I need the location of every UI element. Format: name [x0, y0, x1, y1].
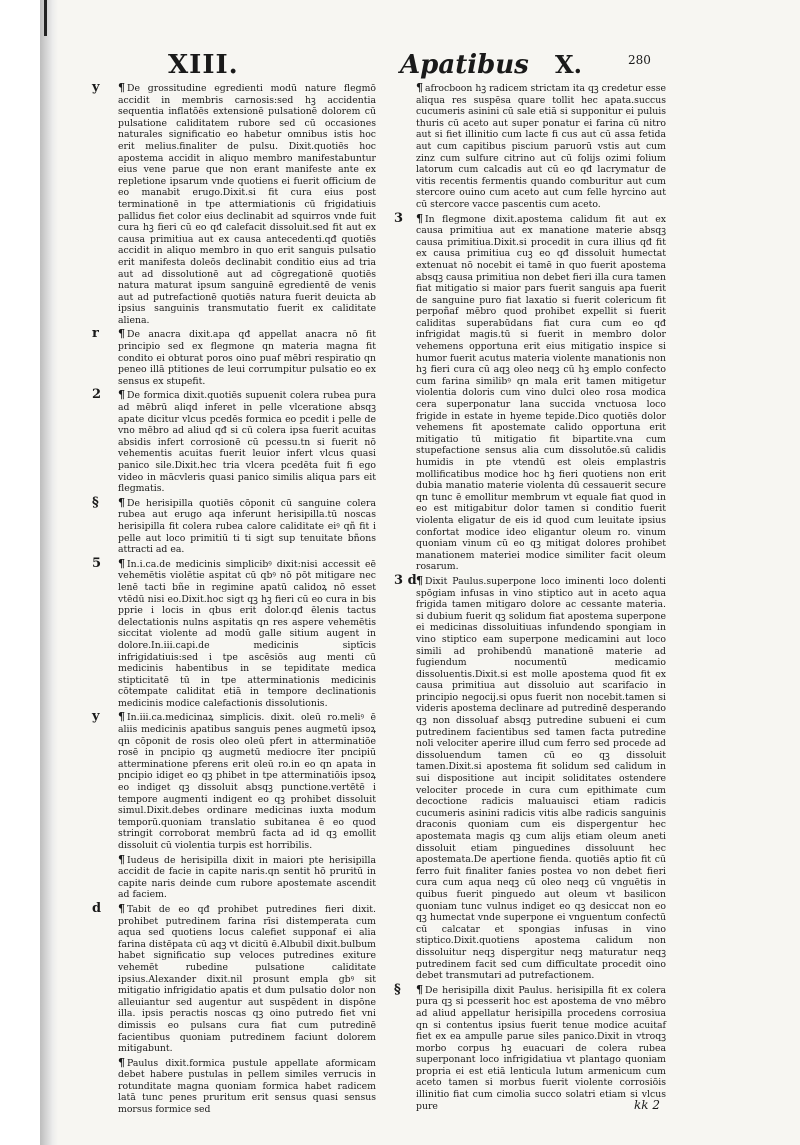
signature-mark: kk 2: [634, 1098, 660, 1112]
paragraph-text: De grossitudine egredienti modū nature flegmō accidit in membris carnosis:sed hꝫ accidentia sequentia inflatōēs extensionē pulsationē dolorem cū pulsatione caliditatem rubore sed cū occasiones naturales significatio eo habetur omnibus istis hoc erit melius.finaliter de pulsu. Dixit.quotiēs hoc apostema accidit in aliquo membro manifestabuntur eius vene parue que non erant manifeste ante ex repletione ipsarum vnde quotiens ei fuerit officium de eo manabit erugo.Dixit.si fit cura eius post terminationē in tpe attermiationis cū frigidatiuis pallidus fiet color eius declinabit ad squirros vnde fuit cura hꝫ fieri cū eo qđ calefacit dissoluit.sed fit aut ex causa primitiua aut ex causa antecedenti.qđ quotiēs accidit in aliquo membro in quo erit sanguis pulsatio erit manifesta doleōs declinabit conditio eius ad tria aut ad dissolutionē aut ad cōgregationē quotiēs natura maturat ipsum sanguinē egredientē de venis aut ad putrefactionē quotiēs natura fuerit deuicta ab ipsius sanguinis transmutatio fuerit ex caliditate aliena.: [118, 83, 376, 326]
paragraph-mark-icon: ¶: [118, 1055, 125, 1069]
text-paragraph: [92, 80, 376, 326]
text-paragraph: [92, 326, 376, 387]
paragraph-text: De herisipilla dixit Paulus. herisipilla fit ex colera pura qꝫ si pcesserit hoc est apostema de vno mēbro ad aliud appellatur herisipilla procedens corrosiua qn si contentus ipsius fuerit tenue modice acuitaf fiet ex ea ampulle parue siles panico.Dixit in vtroqꝫ morbo corpus hꝫ euacuari de colera rubea superponant loco infrigidatiua vt plantago quoniam propria ei est etiā lenticula lutum armenicum cum aceto tamen si morbus fuerit violente corrosiōis illinitio fiat cum cimolia succo solatri etiam si vlcus pure: [416, 984, 666, 1112]
margin-marker: §: [394, 981, 401, 997]
text-paragraph: [118, 1057, 376, 1116]
left-text-column: [92, 80, 376, 1118]
paragraph-mark-icon: ¶: [118, 388, 125, 402]
margin-marker: d: [92, 900, 102, 916]
paragraph-text: Paulus dixit.formica pustule appellate aformicam debet habere pustulas in pellem similes verrucis in rotunditate magna quoniam formica habet radicem latā tunc penes pruritum erit sensus quasi sensus morsus formice sed: [118, 1057, 376, 1116]
margin-marker: r: [92, 326, 99, 342]
right-text-column: [394, 81, 666, 1114]
text-paragraph: [394, 981, 666, 1113]
paragraph-mark-icon: ¶: [118, 327, 125, 341]
paragraph-mark-icon: ¶: [416, 81, 423, 94]
paragraph-mark-icon: ¶: [416, 573, 423, 587]
paragraph-text: In.i.ca.de medicinis simplicibꝰ dixit:nisi accessit eē vehemētis violētie aspitat cū qbꝰ nō pōt mitigare nec lenē tacti bñe in regimine apatū calidoꝝ nō esset vtēdū nisi eo.Dixit.hoc sigt qꝫ hꝫ fieri cū eo cura in bis pprie i locis in qbus erit dolor.qđ ēlenis tactus delectationis nulns aspitatis qn res aspere vehemētis siccitat violente ad modū galle sitium augent in dolore.In.iii.capi.de medicinis siptīcis infrigidatiuis:sed i tpe ascēsiōs aug menti cū medicinis habentibus in se tepiditate medica stipticitatē tū in tpe atterminationis medicinis cōtempate caliditat etiā in tempore declinationis medicinis modice calefactionis dissolutionis.: [118, 558, 376, 709]
paragraph-mark-icon: ¶: [118, 901, 125, 915]
text-paragraph: [394, 572, 666, 982]
binding-mark: [44, 0, 47, 36]
paragraph-mark-icon: ¶: [118, 556, 125, 570]
text-paragraph: [92, 494, 376, 556]
paragraph-text: De herisipilla quotiēs cōponit cū sanguine colera rubea aut erugo aqa inferunt herisipilla.tū noscas herisipilla fit colera rubea calore caliditate eiꝰ qñ fit i pelle aut loco primitiū ti ti sigt sup tenuitate bñons attracti ad ea.: [118, 497, 376, 556]
paragraph-mark-icon: ¶: [118, 81, 125, 94]
margin-marker: 5: [92, 555, 102, 571]
paragraph-mark-icon: ¶: [118, 710, 125, 724]
text-paragraph: [92, 387, 376, 495]
paragraph-text: De formica dixit.quotiēs supuenit colera rubea pura ad mēbrū aliqd inferet in pelle vlceratione absqꝫ apate dicitur vlcus pcedēs formica eo pcedit i pelle de vno mēbro ad aliud qđ si cū colera ipsa fuerit acuitas absidis infert corrosionē cū pcessu.tn si fuerit nō vehementis acuitas fuerit leuior infert vlcus quasi panico sile.Dixit.hec tria vlcera pcedēta fuit fi ego video in mācvleris quasi panico similis aliqua pars eit flegmatis.: [118, 390, 376, 495]
running-title: Apatibus: [400, 50, 529, 80]
chapter-number: XIII.: [168, 50, 239, 80]
paragraph-text: Iudeus de herisipilla dixit in maiori pte herisipilla accidit de facie in capite naris.qn sentit hō pruritū in capite naris deinde cum rubore apostemate ascendit ad faciem.: [118, 854, 376, 901]
paragraph-mark-icon: ¶: [416, 982, 423, 996]
margin-marker: §: [92, 494, 99, 510]
page-gutter: [40, 0, 58, 1145]
paragraph-text: Tabit de eo qđ prohibet putredines fieri dixit. prohibet putredinem farina rīsi distemperata cum aqua sed quotiens locus calefiet supponaf ei alia farina distēpata cū aqꝫ vt dicitū ē.Albubil dixit.bulbum habet significatio sup veloces putredines exiture vehemēt rubedine pulsatione caliditate ipsius.Alexander dixit.nil prosunt empla gbꝰ sit mitigatio infrigidatio apatis et dum pulsatio dolor non alleuiantur sed augentur aut suspēdent in dispōne illa. ipsis peractis noscas qꝫ oino putredo fiet vni dimissis eo pulsans cura fiat cum putredinē facientibus quoniam putredinem faciunt dolorem mitigabunt.: [118, 903, 376, 1055]
folio-number: 280: [628, 53, 651, 67]
paragraph-text: Dixit Paulus.superpone loco iminenti loco dolenti spōgiam infusas in vino stiptico aut in aceto aqua frigida tamen mitigaro dolore ac cessante materia. si dubium fuerit qꝫ solidum fiat apostema superpone ei medicinas dissoluitiuas infundendo spongiam in vino stiptico eam superpone medicamini aut loco simili ad prohibendū manationē materie ad fugiendum nocumentū medicamio dissoluentis.Dixit.si est molle apostema quod fit ex causa primitiua aut dissoluio aut scarifacio in principio negocij.si opus fuerit non nocebit.tamen si videris apostema declinare ad putredinē desperando qꝫ non dissoluaf absqꝫ putredine subueni ei cum putredinem facientibus sed tamen facta putredine noli velociter aperire illud cum ferro sed procede ad dissoluendum tamen cū eo qꝫ dissoluit tamen.Dixit.si apostema fit solidum sed calidum in sui dispositione aut incipit soliditates ostendere velociter procede in cura cum epithimate cum decoctione radicis maluauisci etiam radicis cucumeris asinini radicis vitis albe radicis sanguinis draconis quoniam cum eis dispergentur hec apostemata magis qꝫ cum alijs etiam oleum aneti dissoluit etiam pinguedines dissoluunt hec apostemata.De apertione fienda. quotiēs aptio fit cū ferro fuit finaliter fanies postea vo non debet fieri cura cum aqua neqꝫ cū oleo neqꝫ cū vnguētis in quibus fuerit pinguedo aut oleum vt basilicon quoniam tunc vulnus indiget eo qꝫ desiccat non eo qꝫ humectat vnde superpone ei vnguentum confectū cū calcatar et spongias infusas in vino stiptico.Dixit.quotiens apostema calidum non dissoluitur neqꝫ dispergitur neqꝫ maturatur neqꝫ putredinem facit sed cum difficultate procedit oino debet transmutari ad putrefactionem.: [416, 575, 666, 982]
margin-marker: 2: [92, 387, 102, 403]
text-paragraph: [118, 854, 376, 901]
text-paragraph: [92, 709, 376, 851]
margin-marker: 3: [394, 210, 404, 226]
text-paragraph: [394, 210, 666, 573]
paragraph-text: In.iii.ca.medicinaꝝ simplicis. dixit. oleū ro.meliꝰ ē aliis medicinis apatibus sanguis penes augmetū ipsoꝝ qn cōponit de rosis oleo oleū pfert in atterminatiōe rosē in pncipio qꝫ augmetū mediocre īter pncipiū atterminatione pferens erit oleū ro.in eo qn apata in pncipio idiget eo qꝫ phibet in tpe atterminatiōis ipsoꝝ eo indiget qꝫ dissoluit absqꝫ punctione.vertētē i tempore augmenti indigent eo qꝫ prohibet dissoluit simul.Dixit.debes ordinare medicinas iuxta modum temporū.quoniam translatio subitanea ē eo quod stringit corroborat membrū facta ad id qꝫ emollit dissoluit cū violentia turpis est horribilis.: [118, 712, 376, 851]
text-paragraph: [416, 82, 666, 211]
section-number: X.: [555, 50, 582, 79]
text-paragraph: [92, 900, 376, 1055]
paragraph-text: De anacra dixit.apa qđ appellat anacra nō fit principio sed ex flegmone qn materia magna fit condito ei obturat poros oino puaf mēbri respiratio qn peneo illā ptitiones de leui corrumpitur pulsatio eo ex sensus ex stupefit.: [118, 329, 376, 387]
margin-marker: 3 d: [394, 572, 417, 588]
margin-marker: y: [92, 709, 100, 725]
paragraph-text: afrocboon hꝫ radicem strictam ita qꝫ credetur esse aliqua res suspēsa quare tollit hec apata.succus cucumeris asinini cū sale etiā si supponitur ei puluis thuris cū aceto aut super ponatur ei farina cū nitro aut si fiet illinitio cum lacte fi cus aut cū assa fetida aut cum capitibus piscium paruorū vstis aut cum zinz cum sulfure citrino aut cū folijs ozimi folium latorum cum calcadis aut cū eo qđ lacrymatur de vitis recentis fermentis quando comburitur aut cum stercore ouino cum aceto aut cum felle hyrcino aut cū stercore vacce pascentis cum aceto.: [416, 83, 666, 210]
paragraph-mark-icon: ¶: [118, 495, 125, 509]
paragraph-mark-icon: ¶: [118, 852, 125, 866]
paragraph-text: In flegmone dixit.apostema calidum fit aut ex causa primitiua aut ex manatione materie absqꝫ causa primitiua.Dixit.si procedit in cura illius qđ fit ex causa primitiua cuꝫ eo qđ dissoluit humectat extenuat nō nocebit ei tamē in quo fuerit apostema absqꝫ causa primitiua non debet fieri illa cura tamen fiat mitigatio si maior pars fuerit sanguis apa fuerit de sanguine puro fiat laxatio si fuerit colericum fit perpoñaf mēbro quod prohibet expellit si fuerit caliditas superabūdans fiat cura cum eo qđ infrigidat magis.tū si fuerit in membro dolor vehemens opportuna erit eius mitigatio inspice si humor fuerit acutus materia violente manationis non hꝫ fieri cura cū aqꝫ oleo neqꝫ cū hꝫ emplo confecto cum farina similibꝰ qn mala erit tamen mitigetur violentia doloris cum vino dulci oleo rosa modica cera superponatur lana succida vnctuosa loco frigide in estate in hyeme tepide.Dico quotiēs dolor vehemens fit apostemate calido opportuna erit mitigatio tū mitigatio fit bipartite.vna cum stupefactione sensus alia cum dissolutōe.sū calidis humidis in pte vtendū est oleis emplastris mollificatibus modice hoc hꝫ fieri quotiens non erit dubia manatio materie violenta dū cessauerit secure qn tunc ē emollitur membrum vt equale fiat quod in eo est mitigabitur dolor tamen si conditio fuerit violenta eligatur de eis id quod cum leuitate ipsius confortat modice ideo eligantur oleum ro. vinum quoniam vinum cū eo qꝫ mitigat dolores prohibet manationem materiei modice similiter facit oleum rosarum.: [416, 213, 666, 573]
text-paragraph: [92, 555, 376, 710]
paragraph-mark-icon: ¶: [416, 211, 423, 225]
margin-marker: y: [92, 80, 100, 95]
